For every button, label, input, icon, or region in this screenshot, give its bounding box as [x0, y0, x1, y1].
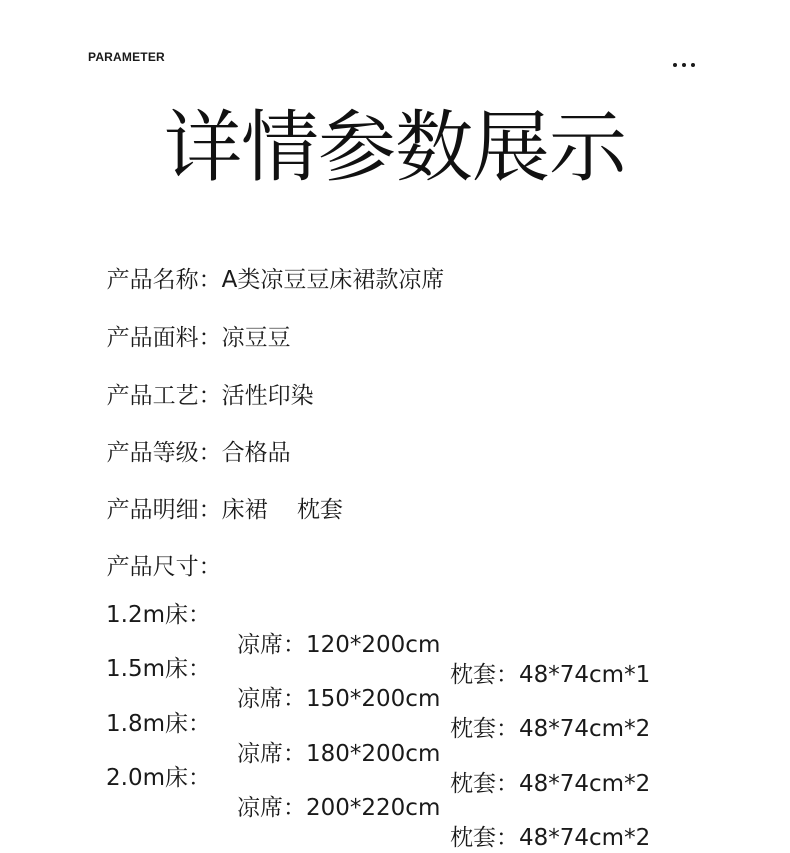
param-label: 产品名称： [106, 267, 222, 293]
param-label: 产品面料： [106, 325, 222, 351]
size-pillow: 枕套：48*74cm*2 [450, 825, 651, 851]
size-mat: 凉席：150*200cm [237, 686, 441, 712]
page-title: 详情参数展示 [163, 103, 626, 193]
size-bed: 1.2m床： [106, 602, 211, 628]
size-mat: 凉席：120*200cm [237, 632, 441, 658]
size-pillow: 枕套：48*74cm*2 [450, 771, 651, 797]
size-mat: 凉席：180*200cm [237, 741, 441, 767]
param-value: 床裙 枕套 [221, 497, 343, 523]
size-bed: 1.5m床： [106, 656, 211, 682]
parameter-eyebrow: PARAMETER [88, 50, 165, 64]
param-row-grade [92, 408, 291, 468]
param-row-craft [92, 351, 314, 411]
size-row [0, 733, 790, 851]
size-mat: 凉席：200*220cm [237, 795, 441, 821]
size-pillow: 枕套：48*74cm*1 [450, 662, 651, 688]
ellipsis-dot [673, 63, 677, 67]
param-value: 合格品 [221, 440, 291, 466]
param-row-fabric [92, 293, 291, 353]
size-bed: 2.0m床： [106, 765, 211, 791]
param-value: 活性印染 [221, 383, 314, 409]
size-bed: 1.8m床： [106, 711, 211, 737]
param-label: 产品工艺： [106, 383, 222, 409]
ellipsis-dot [682, 63, 686, 67]
param-label: 产品尺寸： [106, 554, 222, 580]
param-row-name [92, 235, 444, 295]
ellipsis-dot [691, 63, 695, 67]
param-value: 凉豆豆 [221, 325, 291, 351]
param-value: A类凉豆豆床裙款凉席 [221, 267, 445, 293]
size-pillow: 枕套：48*74cm*2 [450, 716, 651, 742]
param-row-details [92, 465, 343, 525]
param-label: 产品等级： [106, 440, 222, 466]
ellipsis-icon[interactable] [673, 62, 695, 68]
param-label: 产品明细： [106, 497, 222, 523]
